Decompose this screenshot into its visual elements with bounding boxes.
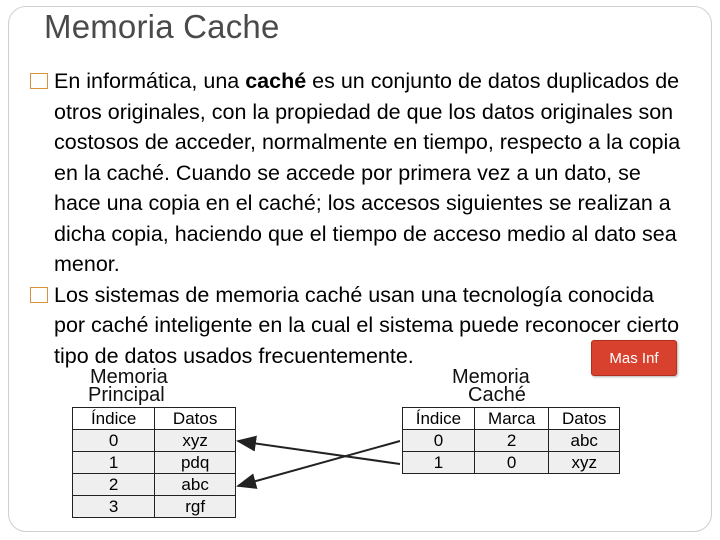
main-memory-label-1: Memoria: [90, 366, 168, 388]
bullet-2-text: Los sistemas de memoria caché usan una tecnología conocida por caché inteligente en la cual el sistema puede reconocer cierto tipo de datos usados frecuentemente.: [54, 282, 680, 368]
table-cell: 0: [403, 430, 475, 452]
table-cell: xyz: [155, 430, 236, 452]
table-cell: 1: [403, 452, 475, 474]
table-header: Índice: [403, 408, 475, 430]
table-cell: 2: [73, 474, 155, 496]
table-cell: xyz: [549, 452, 620, 474]
table-cell: 0: [474, 452, 549, 474]
arrow-cache-row1-to-main-row0: [238, 441, 400, 464]
slide-title: Memoria Cache: [44, 8, 280, 45]
table-cell: rgf: [155, 496, 236, 518]
bullet-1-bold: caché: [245, 69, 307, 93]
cache-memory-label-2: Caché: [468, 384, 526, 406]
table-cell: 0: [73, 430, 155, 452]
table-cell: pdq: [155, 452, 236, 474]
main-memory-label-2: Principal: [88, 384, 165, 406]
bullet-1-post: es un conjunto de datos duplicados de otros originales, con la propiedad de que los datos originales son costosos de acceder, normalmente en tiempo, respecto a la copia en la caché. Cuando se accede por primera vez a un dato, se hace una copia en el caché; los accesos siguientes se realizan a dicha copia, haciendo que el tiempo de acceso medio al dato sea menor.: [54, 69, 681, 276]
table-header: Índice: [73, 408, 155, 430]
table-cell: 1: [73, 452, 155, 474]
more-info-button[interactable]: Mas Inf: [591, 340, 677, 376]
bullet-1-pre: En informática, una: [54, 69, 246, 93]
cache-memory-label-1: Memoria: [452, 366, 530, 388]
table-cell: 2: [474, 430, 549, 452]
table-header: Datos: [549, 408, 620, 430]
table-cell: abc: [155, 474, 236, 496]
table-header: Marca: [474, 408, 549, 430]
table-cell: abc: [549, 430, 620, 452]
arrow-cache-row0-to-main-row2: [238, 441, 400, 486]
table-cell: 3: [73, 496, 155, 518]
table-header: Datos: [155, 408, 236, 430]
